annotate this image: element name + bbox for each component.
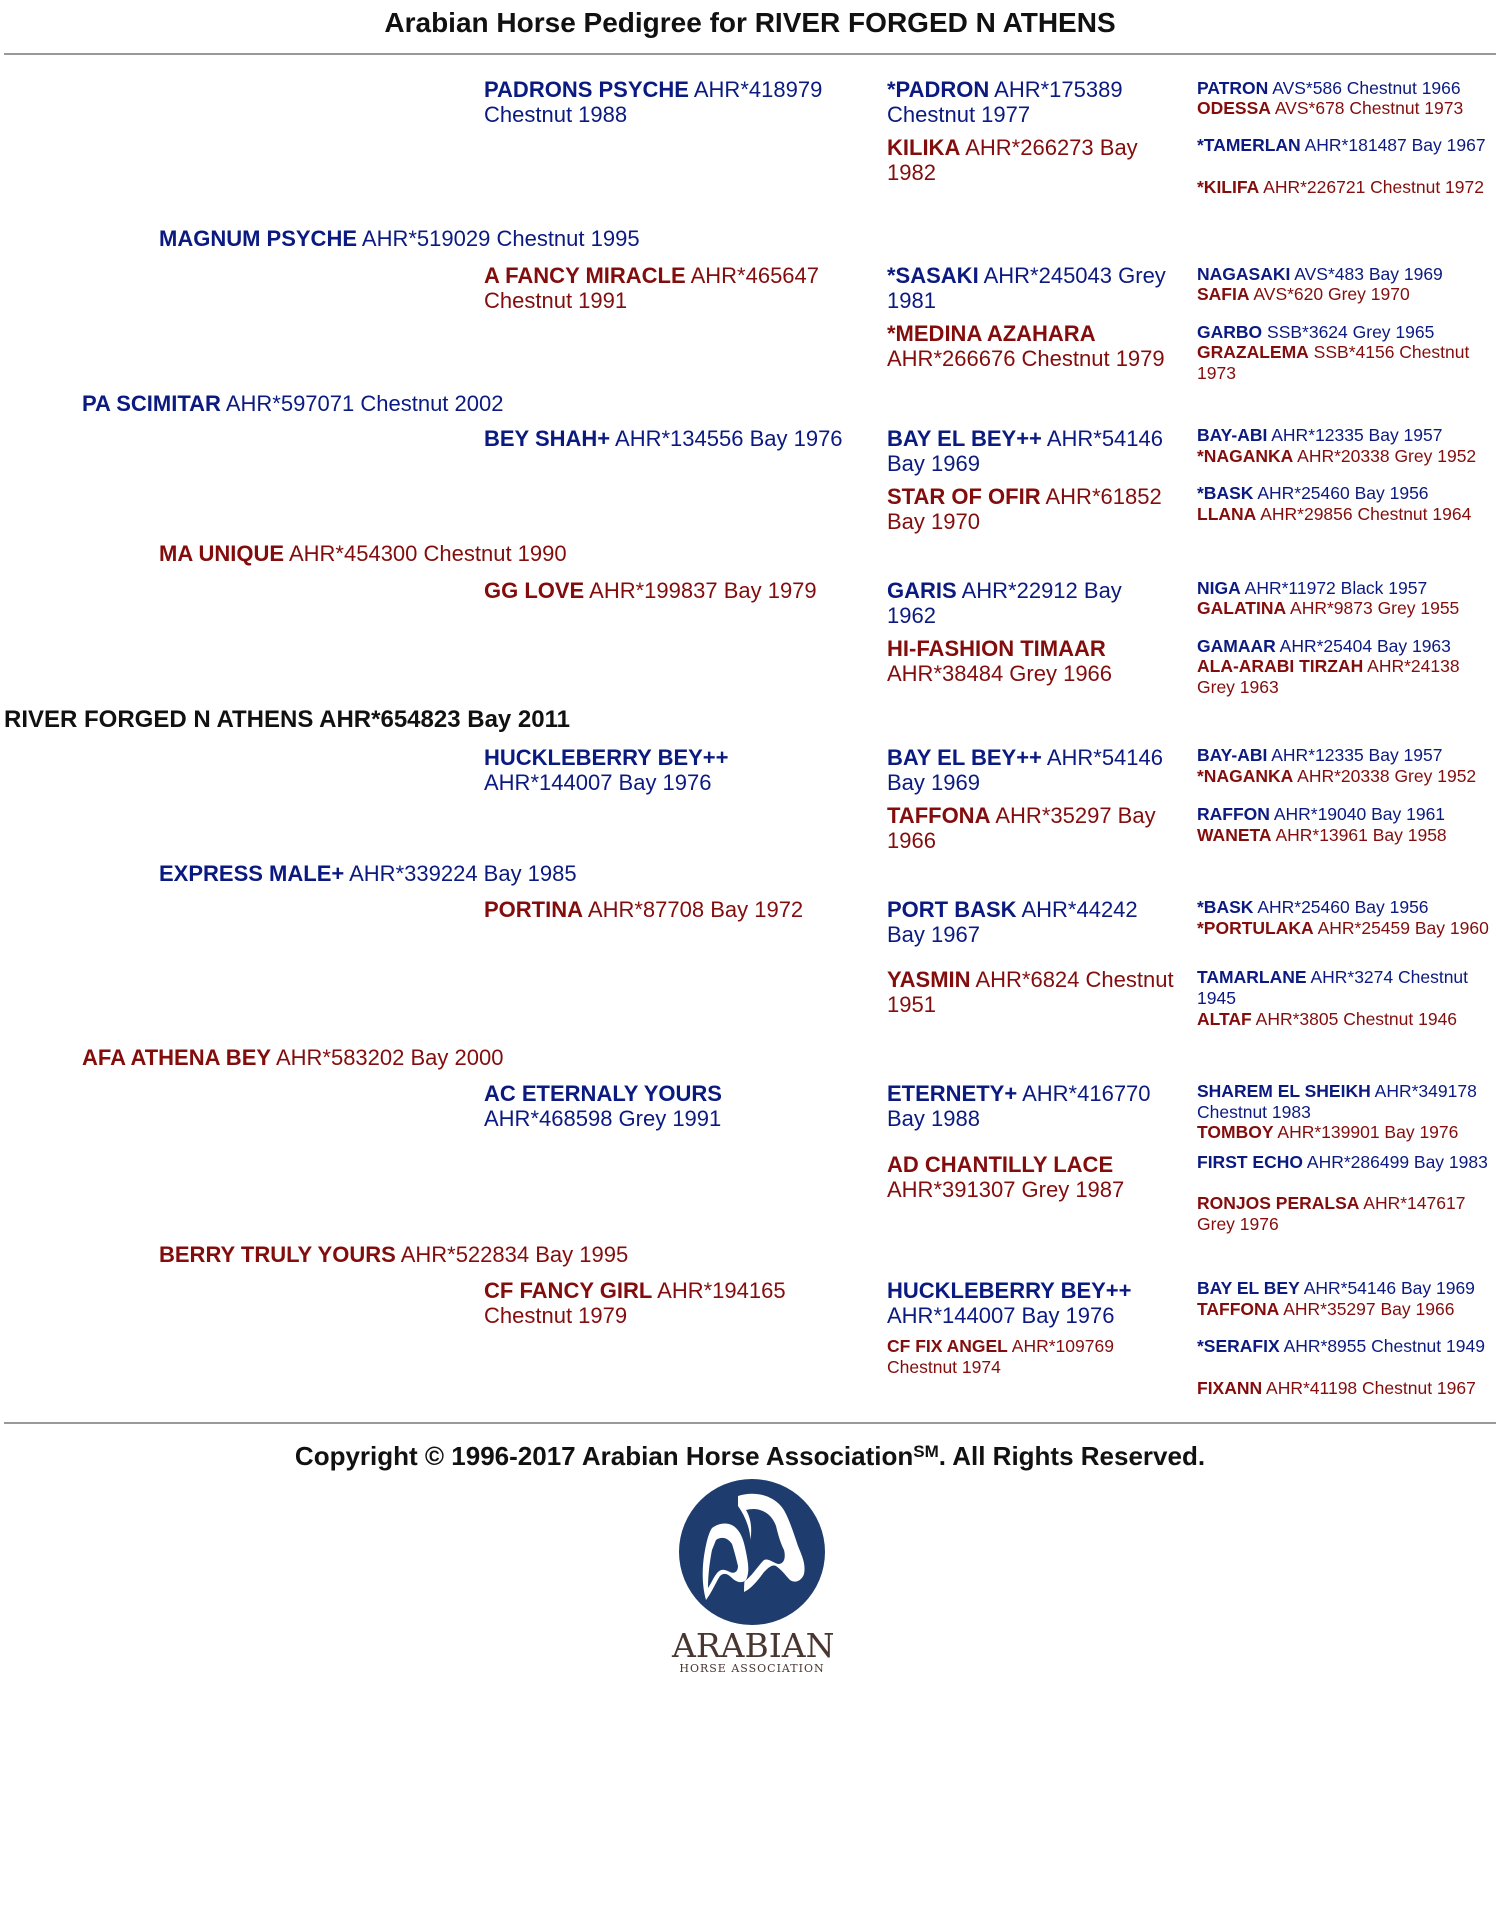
horse-info: AVS*678 Chestnut 1973 [1274, 98, 1464, 118]
g5-entry [1197, 825, 1497, 846]
horse-info: AHR*181487 Bay 1967 [1304, 135, 1486, 155]
g5-entry [1197, 766, 1497, 787]
horse-info: AHR*22912 Bay 1962 [887, 578, 1122, 628]
horse-info: AHR*25460 Bay 1956 [1257, 897, 1429, 917]
g5-entry [1197, 483, 1497, 504]
horse-info: AHR*54146 Bay 1969 [1303, 1278, 1475, 1298]
g3-ssd-entry [484, 263, 874, 313]
g4-dsds-entry [887, 897, 1177, 947]
horse-name[interactable]: NAGASAKI [1197, 264, 1291, 284]
horse-info: AHR*11972 Black 1957 [1244, 578, 1428, 598]
g4-dsss-entry [887, 745, 1192, 795]
horse-name[interactable]: AC ETERNALY YOURS [484, 1081, 722, 1106]
horse-name[interactable]: BAY EL BEY++ [887, 745, 1042, 770]
copyright-text: Copyright © 1996-2017 Arabian Horse Association [294, 1441, 914, 1471]
horse-name[interactable]: FIXANN [1197, 1378, 1263, 1398]
horse-name[interactable]: MAGNUM PSYCHE [159, 226, 358, 251]
horse-name[interactable]: GG LOVE [484, 578, 585, 603]
horse-name[interactable]: GARBO [1197, 322, 1263, 342]
g4-dddd-entry [887, 1336, 1147, 1377]
horse-name[interactable]: FIRST ECHO [1197, 1152, 1303, 1172]
horse-name[interactable]: *NAGANKA [1197, 766, 1294, 786]
g4-ssss-entry [887, 77, 1187, 127]
horse-info: AHR*654823 Bay 2011 [319, 706, 570, 733]
g5-entry [1197, 98, 1497, 119]
horse-name[interactable]: *NAGANKA [1197, 446, 1294, 466]
g5-entry [1197, 578, 1497, 599]
horse-info: AHR*12335 Bay 1957 [1271, 745, 1443, 765]
g4-ddds-entry [887, 1278, 1187, 1328]
sire-entry [82, 391, 782, 417]
g4-dssd-entry [887, 803, 1187, 853]
sire-dam-entry [159, 541, 719, 567]
g3-sdd-entry [484, 578, 874, 603]
horse-info: AHR*109769 Chestnut 1974 [887, 1336, 1114, 1377]
horse-info: AHR*35297 Bay 1966 [887, 803, 1156, 853]
horse-name[interactable]: *BASK [1197, 483, 1254, 503]
horse-info: AHR*266676 Chestnut 1979 [887, 346, 1165, 371]
horse-name[interactable]: ETERNETY+ [887, 1081, 1018, 1106]
horse-info: AHR*87708 Bay 1972 [587, 897, 804, 922]
g5-entry [1197, 177, 1497, 198]
horse-info: AHR*6824 Chestnut 1951 [887, 967, 1174, 1017]
g3-dsd-entry [484, 897, 874, 922]
g4-sdss-entry [887, 426, 1192, 476]
horse-name[interactable]: CF FANCY GIRL [484, 1278, 653, 1303]
g5-entry [1197, 967, 1497, 1008]
g5-entry [1197, 264, 1497, 285]
g5-entry [1197, 1378, 1497, 1399]
horse-name[interactable]: PA SCIMITAR [82, 391, 221, 416]
horse-name[interactable]: GAMAAR [1197, 636, 1276, 656]
horse-info: AHR*25460 Bay 1956 [1257, 483, 1429, 503]
horse-name[interactable]: BAY EL BEY++ [887, 426, 1042, 451]
horse-name[interactable]: *PORTULAKA [1197, 918, 1314, 938]
horse-info: AHR*339224 Bay 1985 [349, 861, 577, 886]
horse-info: AVS*620 Grey 1970 [1253, 284, 1410, 304]
horse-info: AHR*144007 Bay 1976 [887, 1303, 1115, 1328]
horse-name[interactable]: A FANCY MIRACLE [484, 263, 686, 288]
horse-name[interactable]: GRAZALEMA [1197, 342, 1309, 362]
horse-name[interactable]: TOMBOY [1197, 1122, 1274, 1142]
dam-entry [82, 1045, 782, 1071]
horse-info: AHR*583202 Bay 2000 [275, 1045, 504, 1070]
horse-info: AHR*139901 Bay 1976 [1277, 1122, 1459, 1142]
g5-entry [1197, 425, 1497, 446]
horse-name[interactable]: HI-FASHION TIMAAR [887, 636, 1106, 661]
g5-entry [1197, 135, 1497, 156]
horse-info: AHR*194165 Chestnut 1979 [484, 1278, 786, 1328]
g4-dsdd-entry [887, 967, 1192, 1017]
horse-info: AVS*483 Bay 1969 [1294, 264, 1443, 284]
horse-info: AHR*175389 Chestnut 1977 [887, 77, 1123, 127]
horse-info: AHR*9873 Grey 1955 [1290, 598, 1460, 618]
horse-name[interactable]: RAFFON [1197, 804, 1270, 824]
horse-name[interactable]: ODESSA [1197, 98, 1271, 118]
horse-info: AHR*24138 Grey 1963 [1197, 656, 1460, 697]
horse-name[interactable]: *SERAFIX [1197, 1336, 1280, 1356]
horse-info: AHR*41198 Chestnut 1967 [1266, 1378, 1476, 1398]
g5-entry [1197, 504, 1497, 525]
g4-ssds-entry [887, 263, 1189, 313]
top-divider [4, 53, 1496, 55]
horse-info: AHR*12335 Bay 1957 [1271, 425, 1443, 445]
g5-entry [1197, 1278, 1497, 1299]
horse-name[interactable]: PORT BASK [887, 897, 1017, 922]
horse-name[interactable]: NIGA [1197, 578, 1241, 598]
horse-info: AHR*286499 Bay 1983 [1306, 1152, 1488, 1172]
horse-info: AHR*3274 Chestnut 1945 [1197, 967, 1469, 1008]
logo-wordmark: ARABIAN [672, 1626, 835, 1665]
g5-entry [1197, 446, 1497, 467]
arabian-horse-association-logo[interactable] [672, 1476, 835, 1676]
horse-name[interactable]: MA UNIQUE [159, 541, 285, 566]
horse-name[interactable]: PADRONS PSYCHE [484, 77, 689, 102]
g3-ddd-entry [484, 1278, 874, 1328]
horse-name[interactable]: TAMARLANE [1197, 967, 1307, 987]
horse-info: AHR*416770 Bay 1988 [887, 1081, 1151, 1131]
horse-info: SSB*3624 Grey 1965 [1267, 322, 1435, 342]
horse-info: AHR*245043 Grey 1981 [887, 263, 1166, 313]
g5-entry [1197, 1122, 1497, 1143]
horse-info: AHR*199837 Bay 1979 [589, 578, 817, 603]
horse-name[interactable]: PORTINA [484, 897, 583, 922]
horse-name[interactable]: HUCKLEBERRY BEY++ [484, 745, 729, 770]
horse-name[interactable]: *MEDINA AZAHARA [887, 321, 1096, 346]
horse-info: AHR*522834 Bay 1995 [400, 1242, 629, 1267]
horse-info: AHR*35297 Bay 1966 [1283, 1299, 1455, 1319]
g4-ssdd-entry [887, 321, 1192, 371]
rights-text: . All Rights Reserved. [938, 1441, 1206, 1471]
g5-entry [1197, 897, 1497, 918]
horse-name[interactable]: CF FIX ANGEL [887, 1336, 1008, 1356]
horse-name[interactable]: TAFFONA [887, 803, 991, 828]
horse-info: AHR*134556 Bay 1976 [615, 426, 843, 451]
horse-name[interactable]: ALTAF [1197, 1009, 1252, 1029]
g5-entry [1197, 804, 1497, 825]
horse-name[interactable]: HUCKLEBERRY BEY++ [887, 1278, 1132, 1303]
horse-name[interactable]: AFA ATHENA BEY [82, 1045, 272, 1070]
g5-entry [1197, 1009, 1497, 1030]
page-title: Arabian Horse Pedigree for RIVER FORGED N ATHENS [384, 7, 1116, 38]
g5-entry [1197, 342, 1497, 383]
g5-entry [1197, 1299, 1497, 1320]
horse-name[interactable]: RONJOS PERALSA [1197, 1193, 1360, 1213]
g4-ddss-entry [887, 1081, 1192, 1131]
horse-info: AHR*226721 Chestnut 1972 [1263, 177, 1484, 197]
horse-info: AHR*3805 Chestnut 1946 [1255, 1009, 1458, 1029]
logo-subtitle: HORSE ASSOCIATION [679, 1662, 825, 1675]
horse-name[interactable]: BEY SHAH+ [484, 426, 611, 451]
horse-name[interactable]: YASMIN [887, 967, 971, 992]
subject-horse-entry [4, 705, 904, 735]
horse-name[interactable]: BERRY TRULY YOURS [159, 1242, 396, 1267]
g5-entry [1197, 1336, 1497, 1357]
sire-sire-entry [159, 226, 719, 252]
horse-info: AHR*61852 Bay 1970 [887, 484, 1162, 534]
horse-info: AVS*586 Chestnut 1966 [1272, 78, 1461, 98]
horse-name[interactable]: WANETA [1197, 825, 1272, 845]
horse-info: AHR*597071 Chestnut 2002 [225, 391, 504, 416]
horse-name[interactable]: ALA-ARABI TIRZAH [1197, 656, 1364, 676]
horse-name[interactable]: LLANA [1197, 504, 1257, 524]
horse-info: SSB*4156 Chestnut 1973 [1197, 342, 1470, 383]
g5-entry [1197, 598, 1497, 619]
horse-name[interactable]: BAY-ABI [1197, 745, 1268, 765]
dam-sire-entry [159, 861, 719, 887]
g5-entry [1197, 322, 1497, 343]
horse-info: AHR*20338 Grey 1952 [1297, 446, 1477, 466]
horse-info: AHR*19040 Bay 1961 [1273, 804, 1446, 824]
g5-entry [1197, 636, 1497, 657]
g5-entry [1197, 656, 1497, 697]
horse-info: AHR*418979 Chestnut 1988 [484, 77, 823, 127]
copyright-notice [0, 1440, 1500, 1472]
horse-name[interactable]: STAR OF OFIR [887, 484, 1041, 509]
horse-name[interactable]: PATRON [1197, 78, 1269, 98]
horse-name[interactable]: BAY EL BEY [1197, 1278, 1300, 1298]
dam-dam-entry [159, 1242, 719, 1268]
g4-sdds-entry [887, 578, 1167, 628]
horse-name[interactable]: *SASAKI [887, 263, 979, 288]
g4-sdsd-entry [887, 484, 1192, 534]
horse-name[interactable]: *PADRON [887, 77, 990, 102]
horse-info: AHR*144007 Bay 1976 [484, 770, 712, 795]
horse-info: AHR*147617 Grey 1976 [1197, 1193, 1466, 1234]
horse-info: AHR*20338 Grey 1952 [1297, 766, 1477, 786]
horse-name[interactable]: AD CHANTILLY LACE [887, 1152, 1114, 1177]
horse-info: AHR*468598 Grey 1991 [484, 1106, 722, 1131]
horse-info: AHR*13961 Bay 1958 [1275, 825, 1447, 845]
g4-sssd-entry [887, 135, 1187, 185]
g5-entry [1197, 1081, 1497, 1122]
horse-info: AHR*54146 Bay 1969 [887, 426, 1163, 476]
horse-name[interactable]: *BASK [1197, 897, 1254, 917]
g5-entry [1197, 1152, 1497, 1173]
horse-info: AHR*54146 Bay 1969 [887, 745, 1163, 795]
horse-name[interactable]: *KILIFA [1197, 177, 1260, 197]
g5-entry [1197, 1193, 1497, 1234]
horse-name[interactable]: TAFFONA [1197, 1299, 1280, 1319]
horse-info: AHR*8955 Chestnut 1949 [1283, 1336, 1485, 1356]
g4-ddsd-entry [887, 1152, 1177, 1202]
horse-name[interactable]: GALATINA [1197, 598, 1287, 618]
horse-info: AHR*266273 Bay 1982 [887, 135, 1138, 185]
g3-sss-entry [484, 77, 874, 127]
horse-info: AHR*465647 Chestnut 1991 [484, 263, 820, 313]
g5-entry [1197, 78, 1497, 99]
bottom-divider [4, 1422, 1496, 1424]
horse-name[interactable]: RIVER FORGED N ATHENS [4, 706, 314, 733]
g5-entry [1197, 745, 1497, 766]
horse-info: AHR*29856 Chestnut 1964 [1260, 504, 1472, 524]
horse-name[interactable]: *TAMERLAN [1197, 135, 1301, 155]
horse-name[interactable]: SAFIA [1197, 284, 1250, 304]
horse-info: AHR*38484 Grey 1966 [887, 661, 1113, 686]
g4-sddd-entry [887, 636, 1177, 686]
horse-info: AHR*25459 Bay 1960 [1317, 918, 1489, 938]
horse-info: AHR*44242 Bay 1967 [887, 897, 1138, 947]
horse-head-icon [672, 1476, 832, 1626]
horse-info: AHR*519029 Chestnut 1995 [361, 226, 640, 251]
horse-name[interactable]: BAY-ABI [1197, 425, 1268, 445]
horse-name[interactable]: KILIKA [887, 135, 961, 160]
horse-name[interactable]: SHAREM EL SHEIKH [1197, 1081, 1371, 1101]
horse-info: AHR*454300 Chestnut 1990 [288, 541, 567, 566]
g3-sds-entry [484, 426, 884, 451]
horse-info: AHR*391307 Grey 1987 [887, 1177, 1125, 1202]
g3-dds-entry [484, 1081, 814, 1131]
g3-dss-entry [484, 745, 814, 795]
horse-name[interactable]: EXPRESS MALE+ [159, 861, 345, 886]
g5-entry [1197, 918, 1497, 939]
horse-info: AHR*349178 Chestnut 1983 [1197, 1081, 1477, 1122]
g5-entry [1197, 284, 1497, 305]
horse-info: AHR*25404 Bay 1963 [1279, 636, 1451, 656]
service-mark: SM [913, 1442, 939, 1461]
horse-name[interactable]: GARIS [887, 578, 957, 603]
